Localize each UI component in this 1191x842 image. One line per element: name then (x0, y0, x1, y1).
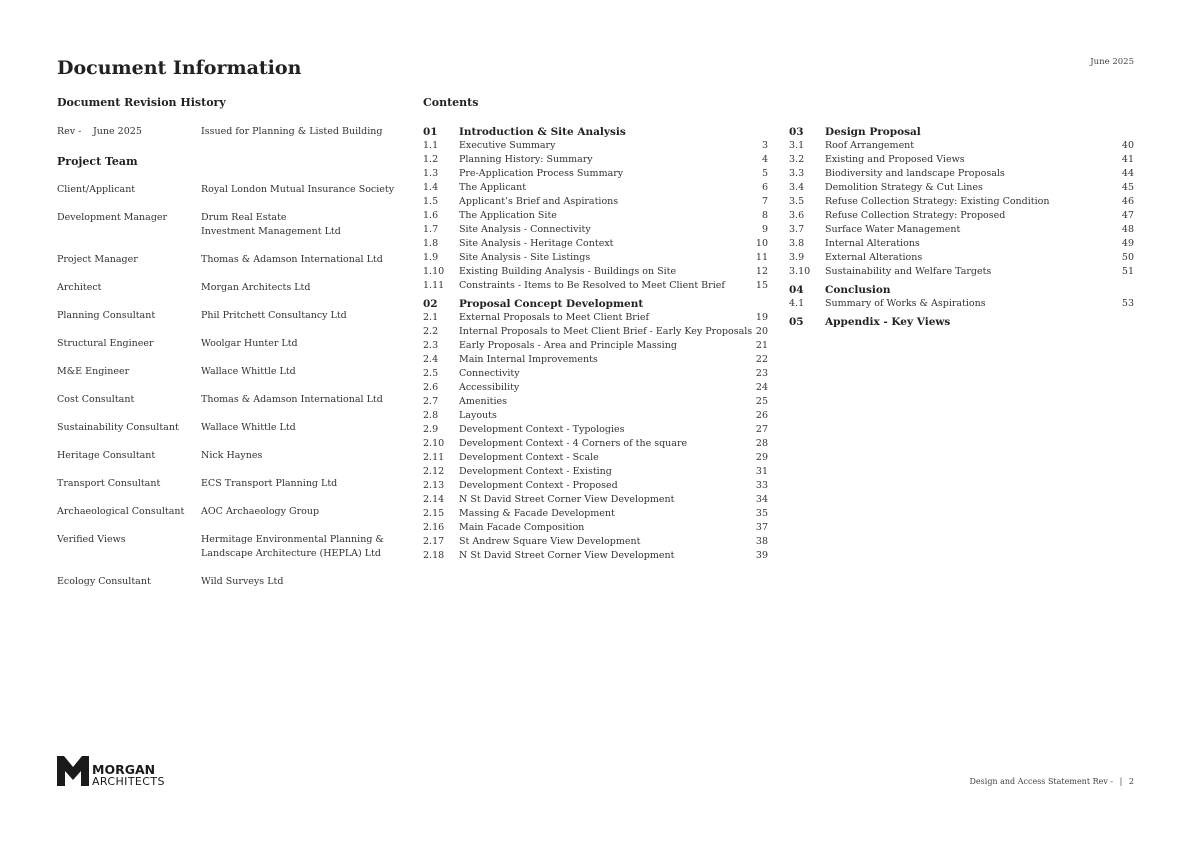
toc-item[interactable] (423, 153, 768, 167)
header-date: June 2025 (1090, 57, 1134, 67)
toc-item-title: Roof Arrangement (825, 140, 915, 151)
toc-item-page: 51 (1121, 266, 1134, 277)
team-role: Cost Consultant (57, 394, 135, 405)
toc-item[interactable] (423, 479, 768, 493)
toc-item-page: 41 (1121, 154, 1134, 165)
toc-item-title: Internal Proposals to Meet Client Brief - Early Key Proposals (459, 326, 753, 337)
toc-item-page: 38 (755, 536, 768, 547)
toc-item-page: 24 (755, 382, 768, 393)
team-role: Archaeological Consultant (57, 506, 185, 517)
toc-section-number: 01 (423, 126, 438, 138)
revision-date: June 2025 (93, 126, 142, 137)
team-organisation: Thomas & Adamson International Ltd (201, 394, 383, 405)
toc-item-title: Development Context - Typologies (459, 424, 625, 435)
toc-item-page: 39 (755, 550, 768, 561)
toc-item[interactable] (789, 251, 1134, 265)
toc-item[interactable] (789, 181, 1134, 195)
toc-item-page: 25 (755, 396, 768, 407)
toc-section-number: 05 (789, 316, 804, 328)
toc-section-title: Introduction & Site Analysis (459, 126, 626, 138)
revision-history-heading: Document Revision History (57, 96, 226, 109)
team-role: Client/Applicant (57, 184, 136, 195)
toc-item-page: 31 (755, 466, 768, 477)
toc-item-page: 47 (1121, 210, 1134, 221)
toc-item-title: Site Analysis - Connectivity (459, 224, 591, 235)
toc-section-number: 02 (423, 298, 438, 310)
toc-item-page: 22 (755, 354, 768, 365)
toc-item-title: St Andrew Square View Development (459, 536, 641, 547)
toc-item-title: The Applicant (459, 182, 527, 193)
toc-item[interactable] (423, 507, 768, 521)
toc-item-page: 48 (1121, 224, 1134, 235)
toc-item-number: 3.7 (789, 224, 805, 235)
toc-item-page: 27 (755, 424, 768, 435)
team-role: Verified Views (57, 534, 126, 545)
toc-item-page: 44 (1121, 168, 1134, 179)
toc-item-page: 23 (755, 368, 768, 379)
toc-item-number: 2.18 (423, 550, 445, 561)
toc-item[interactable] (423, 265, 768, 279)
toc-item-title: Layouts (459, 410, 497, 421)
toc-section-title: Conclusion (825, 284, 891, 296)
revision-description: Issued for Planning & Listed Building (201, 126, 383, 137)
toc-item-title: Development Context - 4 Corners of the square (459, 438, 688, 449)
toc-item[interactable] (423, 139, 768, 153)
toc-section-title: Proposal Concept Development (459, 298, 644, 310)
toc-item-number: 2.1 (423, 312, 439, 323)
toc-item-title: Main Internal Improvements (459, 354, 598, 365)
toc-item[interactable] (423, 167, 768, 181)
toc-item-number: 2.11 (423, 452, 445, 463)
toc-item-title: Main Facade Composition (459, 522, 585, 533)
toc-item[interactable] (423, 195, 768, 209)
toc-item-number: 3.5 (789, 196, 805, 207)
toc-section-title: Design Proposal (825, 126, 921, 138)
toc-item-page: 34 (755, 494, 768, 505)
toc-item-number: 2.15 (423, 508, 445, 519)
toc-item-title: Development Context - Existing (459, 466, 612, 477)
toc-item[interactable] (423, 521, 768, 535)
toc-item-number: 2.5 (423, 368, 439, 379)
toc-item-title: Applicant’s Brief and Aspirations (459, 196, 619, 207)
toc-item-number: 2.13 (423, 480, 445, 491)
toc-item[interactable] (423, 251, 768, 265)
toc-item-page: 49 (1121, 238, 1134, 249)
project-team-heading: Project Team (57, 155, 138, 168)
team-organisation-line2: Landscape Architecture (HEPLA) Ltd (201, 548, 381, 559)
toc-item[interactable] (423, 493, 768, 507)
toc-item-page: 37 (755, 522, 768, 533)
team-organisation: ECS Transport Planning Ltd (201, 478, 338, 489)
toc-item-title: External Proposals to Meet Client Brief (459, 312, 650, 323)
footer-separator: | (1119, 777, 1123, 786)
toc-item-title: Existing and Proposed Views (825, 154, 965, 165)
team-organisation-line2: Investment Management Ltd (201, 226, 341, 237)
toc-item-number: 3.10 (789, 266, 811, 277)
toc-item-number: 2.16 (423, 522, 445, 533)
toc-item-title: Demolition Strategy & Cut Lines (825, 182, 983, 193)
toc-item-page: 33 (755, 480, 768, 491)
toc-item-page: 28 (755, 438, 768, 449)
toc-item-page: 19 (755, 312, 768, 323)
toc-item-number: 3.9 (789, 252, 805, 263)
team-role: Structural Engineer (57, 338, 154, 349)
toc-item-page: 3 (761, 140, 768, 151)
team-organisation: Wallace Whittle Ltd (201, 422, 296, 433)
morgan-architects-logo (57, 754, 177, 788)
toc-item-number: 2.7 (423, 396, 439, 407)
toc-item-number: 1.8 (423, 238, 439, 249)
toc-item-page: 10 (755, 238, 768, 249)
toc-item-title: Site Analysis - Site Listings (459, 252, 591, 263)
team-organisation: Morgan Architects Ltd (201, 282, 311, 293)
toc-item-title: Amenities (459, 396, 508, 407)
team-organisation: Drum Real Estate (201, 212, 287, 223)
toc-item-page: 9 (761, 224, 768, 235)
toc-item-number: 2.10 (423, 438, 445, 449)
toc-item[interactable] (423, 181, 768, 195)
toc-item-title: Early Proposals - Area and Principle Massing (459, 340, 677, 351)
toc-item-page: 46 (1121, 196, 1134, 207)
toc-item-title: Development Context - Proposed (459, 480, 618, 491)
toc-item[interactable] (789, 265, 1134, 279)
team-role: Architect (57, 282, 102, 293)
toc-item-title: Site Analysis - Heritage Context (459, 238, 614, 249)
toc-item-title: Existing Building Analysis - Buildings on Site (459, 266, 677, 277)
toc-item-number: 1.9 (423, 252, 439, 263)
toc-item-number: 3.3 (789, 168, 805, 179)
toc-item-title: External Alterations (825, 252, 923, 263)
toc-item-number: 2.17 (423, 536, 445, 547)
footer-document-title: Design and Access Statement Rev - (969, 777, 1114, 786)
toc-item[interactable] (423, 339, 768, 353)
toc-item-page: 12 (755, 266, 768, 277)
toc-item[interactable] (423, 325, 768, 339)
toc-item-number: 2.12 (423, 466, 445, 477)
toc-item-title: The Application Site (459, 210, 557, 221)
toc-item-title: Massing & Facade Development (459, 508, 615, 519)
toc-item-number: 2.6 (423, 382, 439, 393)
toc-item-number: 2.14 (423, 494, 445, 505)
team-organisation: Hermitage Environmental Planning & (201, 534, 384, 545)
team-organisation: Thomas & Adamson International Ltd (201, 254, 383, 265)
toc-item[interactable] (423, 311, 768, 325)
toc-item-page: 50 (1121, 252, 1134, 263)
toc-item-title: Surface Water Management (825, 224, 961, 235)
toc-item-title: Constraints - Items to Be Resolved to Meet Client Brief (459, 280, 725, 291)
revision-label: Rev - (57, 126, 82, 137)
toc-item-title: Planning History: Summary (459, 154, 593, 165)
toc-item-number: 1.3 (423, 168, 439, 179)
page-title: Document Information (57, 57, 302, 79)
toc-item-title: Refuse Collection Strategy: Existing Condition (825, 196, 1050, 207)
team-organisation: Phil Pritchett Consultancy Ltd (201, 310, 347, 321)
toc-item[interactable] (423, 381, 768, 395)
toc-item-page: 53 (1121, 298, 1134, 309)
toc-item-number: 2.9 (423, 424, 439, 435)
footer-page-number: 2 (1128, 777, 1134, 786)
toc-item-title: Accessibility (459, 382, 520, 393)
toc-section-heading (789, 125, 1134, 139)
toc-item[interactable] (423, 237, 768, 251)
toc-item-number: 2.2 (423, 326, 439, 337)
toc-item[interactable] (423, 549, 768, 563)
team-role: Development Manager (57, 212, 168, 223)
team-role: Heritage Consultant (57, 450, 156, 461)
toc-item-title: Internal Alterations (825, 238, 920, 249)
toc-section-heading (423, 297, 768, 311)
toc-item-page: 35 (755, 508, 768, 519)
toc-item-number: 2.3 (423, 340, 439, 351)
toc-item[interactable] (423, 437, 768, 451)
team-role: Planning Consultant (57, 310, 156, 321)
toc-item-number: 1.2 (423, 154, 439, 165)
team-organisation: AOC Archaeology Group (201, 506, 320, 517)
toc-item-page: 7 (761, 196, 768, 207)
svg-text:ARCHITECTS: ARCHITECTS (92, 775, 165, 788)
toc-item-title: Executive Summary (459, 140, 556, 151)
toc-item-page: 15 (755, 280, 768, 291)
svg-text:MORGAN: MORGAN (92, 762, 156, 777)
toc-item-title: Biodiversity and landscape Proposals (825, 168, 1005, 179)
toc-section-heading (789, 315, 1134, 329)
toc-item[interactable] (423, 451, 768, 465)
toc-item-title: Refuse Collection Strategy: Proposed (825, 210, 1006, 221)
toc-item-number: 3.4 (789, 182, 805, 193)
toc-item-number: 1.6 (423, 210, 439, 221)
toc-item[interactable] (423, 465, 768, 479)
toc-item-number: 1.1 (423, 140, 439, 151)
toc-item-title: Development Context - Scale (459, 452, 599, 463)
team-role: Transport Consultant (57, 478, 161, 489)
toc-section-title: Appendix - Key Views (825, 316, 951, 328)
toc-item-page: 20 (755, 326, 768, 337)
toc-item-page: 8 (761, 210, 768, 221)
footer (970, 777, 1135, 786)
toc-item-page: 40 (1121, 140, 1134, 151)
toc-item-page: 45 (1121, 182, 1134, 193)
toc-item-number: 1.11 (423, 280, 445, 291)
toc-item-number: 3.6 (789, 210, 805, 221)
toc-item-page: 29 (755, 452, 768, 463)
toc-item[interactable] (423, 209, 768, 223)
toc-item-title: Summary of Works & Aspirations (825, 298, 986, 309)
toc-item[interactable] (789, 297, 1134, 311)
toc-item[interactable] (423, 423, 768, 437)
team-role: Project Manager (57, 254, 138, 265)
toc-item[interactable] (423, 395, 768, 409)
toc-item-page: 11 (755, 252, 768, 263)
toc-item-page: 6 (761, 182, 768, 193)
toc-item-title: N St David Street Corner View Development (459, 550, 675, 561)
toc-item-title: Sustainability and Welfare Targets (825, 266, 992, 277)
team-organisation: Royal London Mutual Insurance Society (201, 184, 395, 195)
team-role: M&E Engineer (57, 366, 130, 377)
toc-item-title: Pre-Application Process Summary (459, 168, 624, 179)
toc-item-page: 26 (755, 410, 768, 421)
toc-item-page: 5 (761, 168, 768, 179)
toc-item-number: 2.8 (423, 410, 439, 421)
toc-item[interactable] (789, 237, 1134, 251)
toc-item-number: 3.2 (789, 154, 805, 165)
toc-item[interactable] (789, 195, 1134, 209)
toc-item[interactable] (789, 209, 1134, 223)
toc-item-number: 3.8 (789, 238, 805, 249)
toc-item-number: 3.1 (789, 140, 805, 151)
toc-item[interactable] (423, 535, 768, 549)
toc-item[interactable] (789, 167, 1134, 181)
toc-item[interactable] (423, 367, 768, 381)
toc-section-number: 04 (789, 284, 804, 296)
team-organisation: Wild Surveys Ltd (201, 576, 284, 587)
toc-item-number: 1.4 (423, 182, 439, 193)
toc-item[interactable] (423, 409, 768, 423)
toc-section-number: 03 (789, 126, 804, 138)
toc-item[interactable] (789, 139, 1134, 153)
toc-item[interactable] (789, 223, 1134, 237)
logo-mark-icon (57, 754, 177, 788)
toc-item-title: N St David Street Corner View Development (459, 494, 675, 505)
toc-item[interactable] (423, 279, 768, 293)
toc-item-title: Connectivity (459, 368, 520, 379)
team-organisation: Nick Haynes (201, 450, 263, 461)
toc-item-page: 21 (755, 340, 768, 351)
toc-item[interactable] (423, 353, 768, 367)
toc-item[interactable] (423, 223, 768, 237)
toc-item-page: 4 (761, 154, 768, 165)
team-organisation: Woolgar Hunter Ltd (201, 338, 298, 349)
team-role: Sustainability Consultant (57, 422, 179, 433)
toc-item-number: 1.10 (423, 266, 445, 277)
toc-item-number: 2.4 (423, 354, 439, 365)
toc-item-number: 1.7 (423, 224, 439, 235)
toc-section-heading (423, 125, 768, 139)
contents-heading: Contents (423, 96, 479, 109)
toc-section-heading (789, 283, 1134, 297)
toc-item[interactable] (789, 153, 1134, 167)
toc-item-number: 4.1 (789, 298, 805, 309)
toc-item-number: 1.5 (423, 196, 439, 207)
team-organisation: Wallace Whittle Ltd (201, 366, 296, 377)
team-role: Ecology Consultant (57, 576, 151, 587)
